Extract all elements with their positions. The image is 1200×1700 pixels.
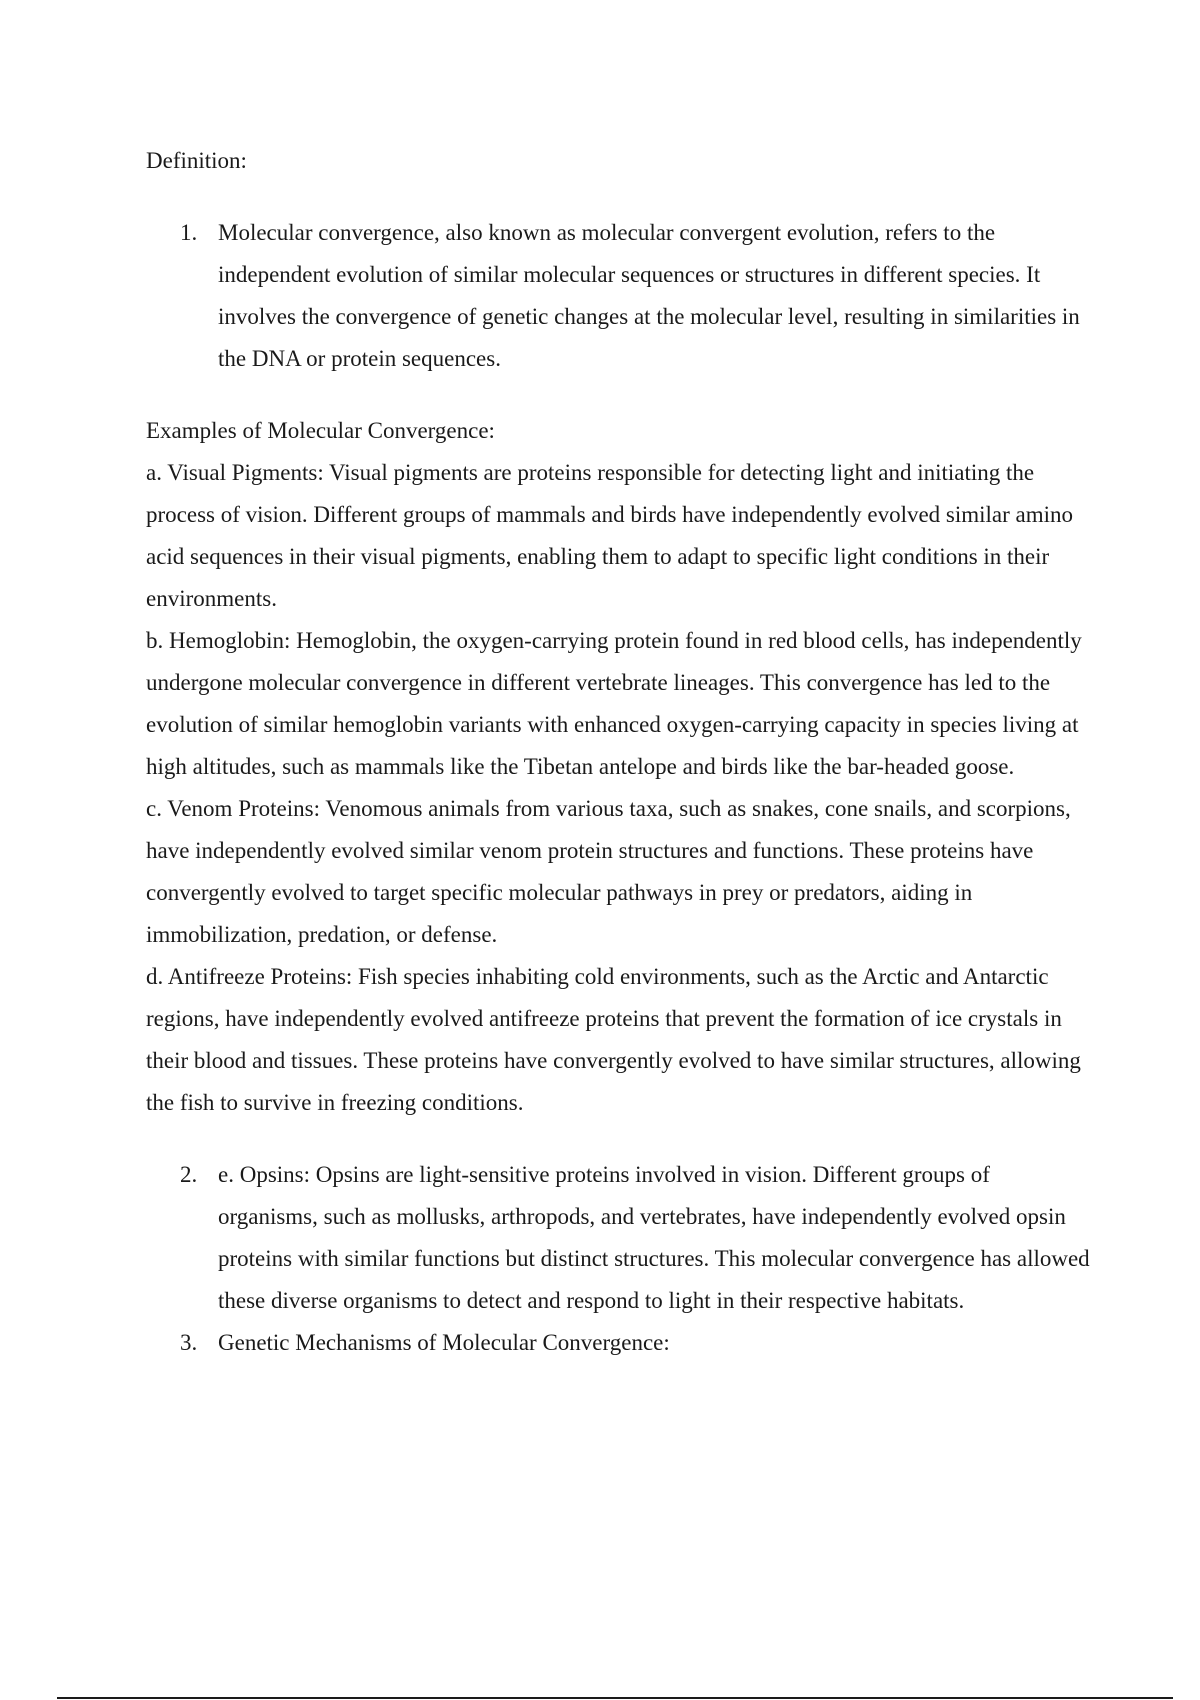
- item-text: Molecular convergence, also known as molecular convergent evolution, refers to the independent evolution of similar molecular sequences or structures in different species. It involves the convergence of genetic changes at the molecular level, resulting in similarities in the DNA or protein sequences.: [218, 220, 1080, 371]
- definition-heading: Definition:: [146, 148, 247, 173]
- document-body: [146, 140, 1091, 1364]
- example-antifreeze-proteins: d. Antifreeze Proteins: Fish species inhabiting cold environments, such as the Arctic and Antarctic regions, have independently evolved antifreeze proteins that prevent the formation of ice crystals in their blood and tissues. These proteins have convergently evolved to have similar structures, allowing the fish to survive in freezing conditions.: [146, 964, 1081, 1115]
- spacer: [146, 1124, 1091, 1154]
- item-number: 3.: [180, 1330, 198, 1355]
- example-visual-pigments: a. Visual Pigments: Visual pigments are proteins responsible for detecting light and initiating the process of vision. Different groups of mammals and birds have independently evolved similar amino acid sequences in their visual pigments, enabling them to adapt to specific light conditions in their environments.: [146, 460, 1074, 611]
- footer-divider: [57, 1697, 1173, 1699]
- numbered-item-1: [146, 212, 1091, 380]
- numbered-item-3: [146, 1322, 1091, 1364]
- spacer: [146, 182, 1091, 212]
- example-hemoglobin: b. Hemoglobin: Hemoglobin, the oxygen-carrying protein found in red blood cells, has independently undergone molecular convergence in different vertebrate lineages. This convergence has led to the evolution of similar hemoglobin variants with enhanced oxygen-carrying capacity in species living at high altitudes, such as mammals like the Tibetan antelope and birds like the bar-headed goose.: [146, 628, 1082, 779]
- example-venom-proteins: c. Venom Proteins: Venomous animals from various taxa, such as snakes, cone snails, and scorpions, have independently evolved similar venom protein structures and functions. These proteins have convergently evolved to target specific molecular pathways in prey or predators, aiding in immobilization, predation, or defense.: [146, 796, 1071, 947]
- numbered-item-2: [146, 1154, 1091, 1322]
- item-text: Genetic Mechanisms of Molecular Convergence:: [218, 1330, 670, 1355]
- examples-heading: Examples of Molecular Convergence:: [146, 418, 495, 443]
- item-text: e. Opsins: Opsins are light-sensitive proteins involved in vision. Different groups of organisms, such as mollusks, arthropods, and vertebrates, have independently evolved opsin proteins with similar functions but distinct structures. This molecular convergence has allowed these diverse organisms to detect and respond to light in their respective habitats.: [218, 1162, 1090, 1313]
- item-number: 1.: [180, 220, 198, 245]
- item-number: 2.: [180, 1162, 198, 1187]
- spacer: [146, 380, 1091, 410]
